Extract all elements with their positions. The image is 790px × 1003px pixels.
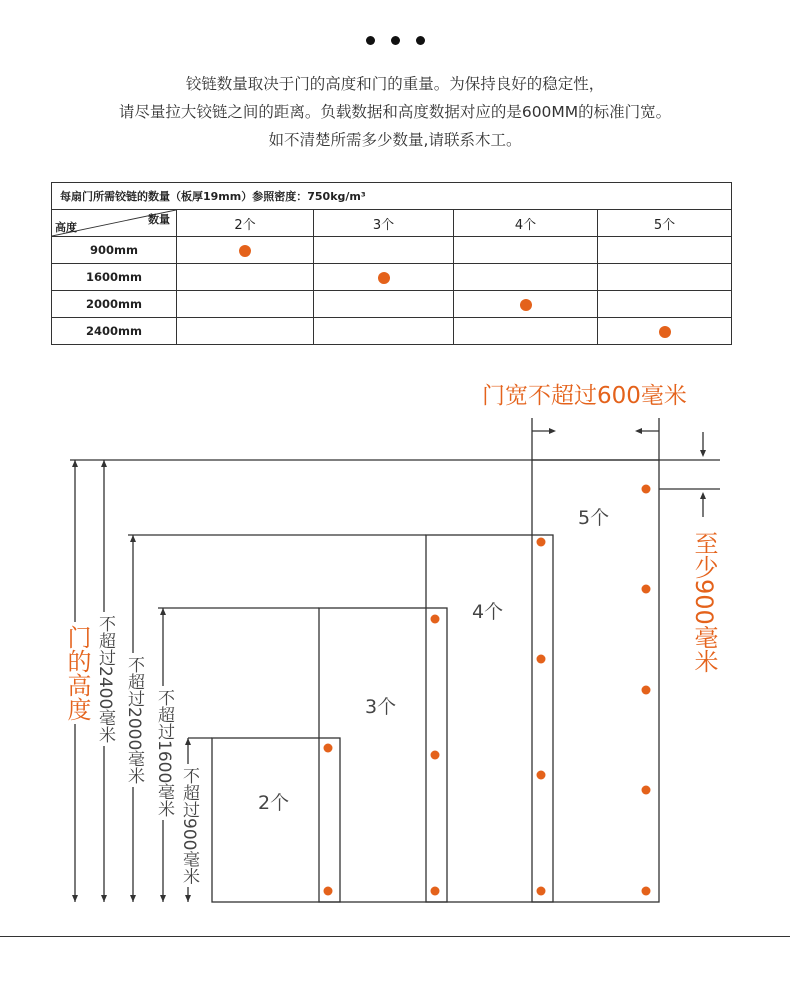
table-cell — [454, 291, 598, 318]
table-cell — [314, 318, 454, 345]
dot-icon — [366, 36, 375, 45]
hinge-dot-icon — [537, 887, 546, 896]
hinge-dot-icon — [431, 615, 440, 624]
intro-line-1: 铰链数量取决于门的高度和门的重量。为保持良好的稳定性， — [185, 75, 605, 93]
table-row — [52, 318, 732, 345]
height-limit-1600-label: 不超过1600毫米 — [152, 686, 177, 820]
column-header: 3个 — [314, 210, 454, 237]
column-header: 4个 — [454, 210, 598, 237]
table-cell — [598, 264, 732, 291]
table-cell — [454, 264, 598, 291]
height-limit-2000-label: 不超过2000毫米 — [122, 653, 147, 787]
hinge-dot-icon — [324, 744, 333, 753]
column-header: 2个 — [177, 210, 314, 237]
door-count-label: 2个 — [258, 792, 290, 814]
bottom-divider — [0, 936, 790, 937]
door-3-hinge-outline — [319, 608, 447, 902]
column-header: 5个 — [598, 210, 732, 237]
table-cell — [177, 291, 314, 318]
hinge-dot-icon — [642, 585, 651, 594]
door-count-label: 4个 — [472, 601, 504, 623]
height-limit-900-label: 不超过900毫米 — [177, 764, 202, 887]
intro-text — [0, 70, 790, 154]
door-height-label: 门的高度 — [60, 622, 95, 724]
selected-dot-icon — [520, 299, 532, 311]
hinge-dot-icon — [642, 786, 651, 795]
hinge-dot-icon — [537, 771, 546, 780]
hinge-dot-icon — [431, 751, 440, 760]
min-spacing-label: 至少900毫米 — [687, 528, 722, 676]
hinge-quantity-table — [51, 182, 732, 345]
table-cell — [177, 237, 314, 264]
hinge-dot-icon — [642, 686, 651, 695]
corner-height-label: 高度 — [55, 221, 77, 234]
door-count-label: 5个 — [578, 507, 610, 529]
door-hinge-diagram — [0, 370, 790, 970]
table-row — [52, 264, 732, 291]
selected-dot-icon — [239, 245, 251, 257]
row-height-label: 2000mm — [52, 291, 177, 318]
hinge-dot-icon — [431, 887, 440, 896]
selected-dot-icon — [659, 326, 671, 338]
table-cell — [454, 237, 598, 264]
table-cell — [314, 237, 454, 264]
decorative-dots — [0, 34, 790, 48]
row-height-label: 2400mm — [52, 318, 177, 345]
table-row — [52, 291, 732, 318]
height-limit-2400-label: 不超过2400毫米 — [93, 612, 118, 746]
hinge-dot-icon — [537, 538, 546, 547]
selected-dot-icon — [378, 272, 390, 284]
table-cell — [598, 291, 732, 318]
table-corner-header — [52, 210, 177, 237]
table-title: 每扇门所需铰链的数量（板厚19mm）参照密度：750kg/m³ — [52, 183, 732, 210]
row-height-label: 1600mm — [52, 264, 177, 291]
table-cell — [177, 264, 314, 291]
table-cell — [314, 264, 454, 291]
table-cell — [598, 237, 732, 264]
hinge-dot-icon — [324, 887, 333, 896]
door-width-label: 门宽不超过600毫米 — [482, 383, 687, 409]
door-2-hinge-outline — [212, 738, 340, 902]
table-cell — [454, 318, 598, 345]
arrowheads — [72, 428, 706, 902]
table-cell — [314, 291, 454, 318]
door-count-label: 3个 — [365, 696, 397, 718]
dot-icon — [416, 36, 425, 45]
dot-icon — [391, 36, 400, 45]
intro-line-3: 如不清楚所需多少数量,请联系木工。 — [268, 131, 522, 149]
intro-line-2: 请尽量拉大铰链之间的距离。负载数据和高度数据对应的是600MM的标准门宽。 — [118, 103, 672, 121]
hinge-dot-icon — [537, 655, 546, 664]
hinge-dot-icon — [642, 887, 651, 896]
hinge-dot-icon — [642, 485, 651, 494]
table-cell — [177, 318, 314, 345]
table-row — [52, 237, 732, 264]
corner-quantity-label: 数量 — [148, 213, 170, 226]
table-cell — [598, 318, 732, 345]
row-height-label: 900mm — [52, 237, 177, 264]
door-4-hinge-outline — [426, 535, 553, 902]
